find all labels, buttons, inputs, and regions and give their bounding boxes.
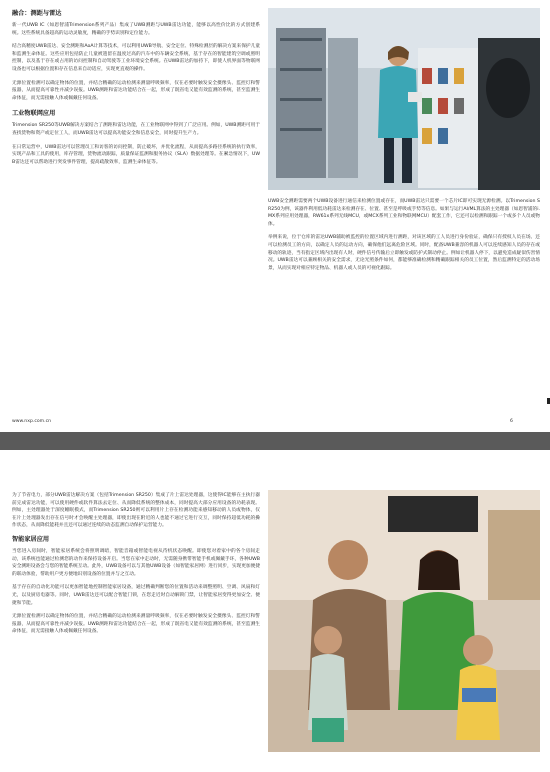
document-page-7 xyxy=(0,450,550,772)
paragraph: 为了节省电力，部分UWB雷达解决方案（包括Trimension SR250）集成了片上雷达处理器，这使得IC能够在主执行器前完成雷达功能，可以使用硬件或软件算法去定位、从而降低系统的整体成本，同时提高大部分应用设备的功耗表现。例如，主处理器处于深度睡眠模式，而Trimension SR250则可以利用片上存在检测功能来感知移动的人员或物体，仅在片上处理器发出存在信号时才会唤醒主处理器，即使出现在附近的人也能不通过它进行交互，同时保持超低功耗的操作状态，从而降低能耗并且还可以通过连续的动态监测自动保护运营能力。 xyxy=(12,493,260,529)
paragraph: 新一代UWB IC（如恩智浦Trimension系列产品）集成了UWB测距与UWB雷达功能，能够以高性价比的方式创建系统。这些系统具备超高的运动灵敏度，精确的手势识别和定位能力。 xyxy=(12,23,260,36)
paragraph: 当您进入房间时，智能家居系统会将照明调暗，智能音箱或智能电视从待机状态唤醒。即使您对着家中的各个房间走动，该系统也能通过检测您的动作来保持设备开启。当您在家中走动时，无需随身携带智能手机或佩戴手环，各种UWB安全测距设备会与您的智能系统互动。此外，UWB设备可以与其他UWB设备（如智能家居网）进行同步，实现更加便捷的联动体验，帮助用户更方便地识别设备的位置并与之互动。 xyxy=(12,548,260,577)
right-column xyxy=(268,198,540,278)
paragraph: 结合高精度UWB雷达、安全测距和AoA计算等技术，可以利用UWB导航、安全定位、特殊检测层的解决方案来保护儿童和监测生命体征。这些应用包括防止儿童被遗留在温度过高的汽车中的车辆安全系统，基于存在的智能建筑空调或照明控制，以及基于存在或占用的访问控制和自动驾驶等工业环境安全系统。在UWB雷达的加持下，即使人机界面等物联网设备也可以根据位置和存在信息来自动适应，实现更直观的操作。 xyxy=(12,44,260,72)
page-number: 6 xyxy=(510,419,513,424)
paragraph: 在日常运营中，UWB雷达可以管理员工和访客的访问控制，防止破坏，并优化流程，从而提高多路径系统的执行效率，实现产品和工具的使用，库存管理，货物流动跟踪，质量保证监测和服务协议（SLA）数据处理等。在紧急情况下，UWB雷达还可以帮助进行突发事件管理，提高疏散效率，监测生命体征等。 xyxy=(12,144,260,165)
left-column xyxy=(12,492,260,642)
section-heading-fusion: 融合：测距与雷达 xyxy=(12,10,62,17)
footer-url: www.nxp.com.cn xyxy=(12,419,52,424)
paragraph: Trimension SR250等UWB解决方案结合了测距和雷达功能，在工业物联网中得到了广泛应用。例如，UWB测距可用于查找货物和资产或定位工人，而UWB雷达可以提高功能安全和信息安全，同时提升生产力。 xyxy=(12,123,260,136)
paragraph: 无源位置检测可以确定物体的位置，并结合精确的运动检测来测量呼吸频率，仅在必要时触发安全摄像头、监控灯和警报器，从而提高可靠性并减少误报。UWB测距和雷达功能结合在一起，形成了既省电又能有效监测的系统，甚至监测生命体征，而无需接触人体或佩戴任何设备。 xyxy=(12,614,260,635)
section-heading-iiot: 工业物联网应用 xyxy=(12,110,56,118)
paragraph: 无源位置检测可以确定物体的位置，并结合精确的运动检测来测量呼吸频率，仅在必要时触发安全摄像头、监控灯和警报器，从而提高可靠性并减少误报。UWB测距和雷达功能结合在一起，形成了既省电又能有效监测的系统，甚至监测生命体征，而无需接触人体或佩戴任何设备。 xyxy=(12,80,260,101)
paragraph: UWB安全测距需要两个UWB设备进行通信来检测位置或存在，而UWB雷达只需要一个芯片IC即可实现无源检测。以Trimension SR250为例，该器件利用低功耗雷达来检测存在、位置、甚至是呼吸或手势等信息。如果与运行AI/ML算法的主处理器（如恩智浦的i.MX系列应用处理器，RW61x系列无线MCU，或MCX系列工业和物联网MCU）配套工作，它还可以检测和跟踪一个或多个人员或物体。 xyxy=(268,199,540,227)
paragraph: 基于存在的自动化功能可以更加智能地控制智能家居设备，通过精确判断您的位置和活动来调整照明、空调、风扇和灯光，以及厨房电器等。同时，UWB雷达还可以配合智能门锁，在您走近时自动解锁门禁，让智能家居变得更加安全、便捷和节能。 xyxy=(12,585,260,606)
paragraph: 举例来说，位于仓库的雷达UWB辅助被监控的位置区域内进行测距，对该区域的工人员进行身份验证，确保只有授权人员在场。还可以检测员工的方向，以确定人员的运动方向，确保他们远离危险区域。同时，配备UWB兼容的机器人可以连续感知人员的存在或移动的轨迹，当有指定区域内出现有人时，硬件信号传输后立即触发或防护式制动停止。例如让机器人停下，以避免造成疑似伤害情况。UWB雷达可以兼顾相关的安全需求，无论光照条件如何，都能够准确检测和精确跟踪相关的员工位置，然后监测特定的活动场景，从而实现对相应特定物品、机器人或人员的可视化跟踪。 xyxy=(268,235,540,271)
left-column xyxy=(12,10,260,172)
section-heading-smart-home: 智能家居应用 xyxy=(12,535,50,543)
family-living-room-photo xyxy=(268,490,540,752)
warehouse-worker-photo xyxy=(268,8,540,190)
